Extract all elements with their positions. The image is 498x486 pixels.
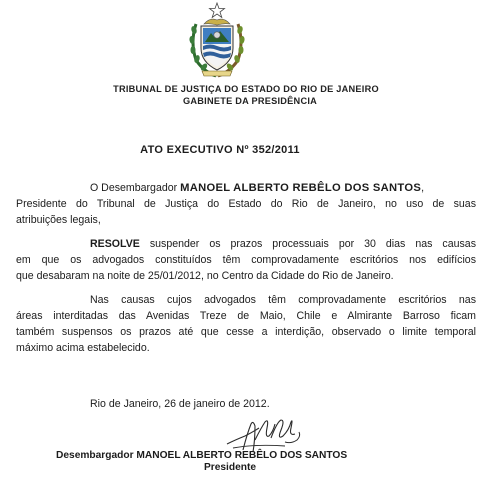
paragraph-line: Presidente do Tribunal de Justiça do Estado do Rio de Janeiro, no uso de suas — [16, 198, 476, 210]
intro-text: O Desembargador — [90, 182, 181, 194]
paragraph-line: que desabaram na noite de 25/01/2012, no Centro da Cidade do Rio de Janeiro. — [16, 270, 394, 282]
paragraph-intro-line — [90, 182, 424, 195]
paragraph-line: em que os advogados constituídos têm comprovadamente escritórios nos edifícios — [16, 254, 476, 266]
paragraph-line: máximo acima estabelecido. — [16, 342, 150, 354]
judge-name: MANOEL ALBERTO REBÊLO DOS SANTOS — [180, 182, 422, 194]
court-name: TRIBUNAL DE JUSTIÇA DO ESTADO DO RIO DE JANEIRO — [113, 84, 379, 94]
resolve-line — [90, 238, 476, 251]
signatory-title: Presidente — [203, 462, 257, 473]
document-title: ATO EXECUTIVO Nº 352/2011 — [140, 144, 300, 156]
state-coat-of-arms — [186, 2, 248, 82]
comma: , — [421, 182, 425, 194]
resolve-text: suspender os prazos processuais por 30 dias nas causas — [139, 238, 476, 250]
resolve-keyword: RESOLVE — [90, 238, 140, 250]
paragraph-line: áreas interditadas das Avenidas Treze de Maio, Chile e Almirante Barroso ficam — [16, 310, 476, 322]
paragraph-line: também suspensos os prazos até que cesse a interdição, observado o limite temporal — [16, 326, 476, 338]
paragraph-line: Nas causas cujos advogados têm comprovadamente escritórios nas — [90, 294, 476, 306]
signatory-name: Desembargador MANOEL ALBERTO REBÊLO DOS SANTOS — [56, 450, 348, 461]
office-name: GABINETE DA PRESIDÊNCIA — [182, 96, 318, 106]
paragraph-line: atribuições legais, — [16, 214, 101, 226]
document-date: Rio de Janeiro, 26 de janeiro de 2012. — [90, 398, 270, 410]
